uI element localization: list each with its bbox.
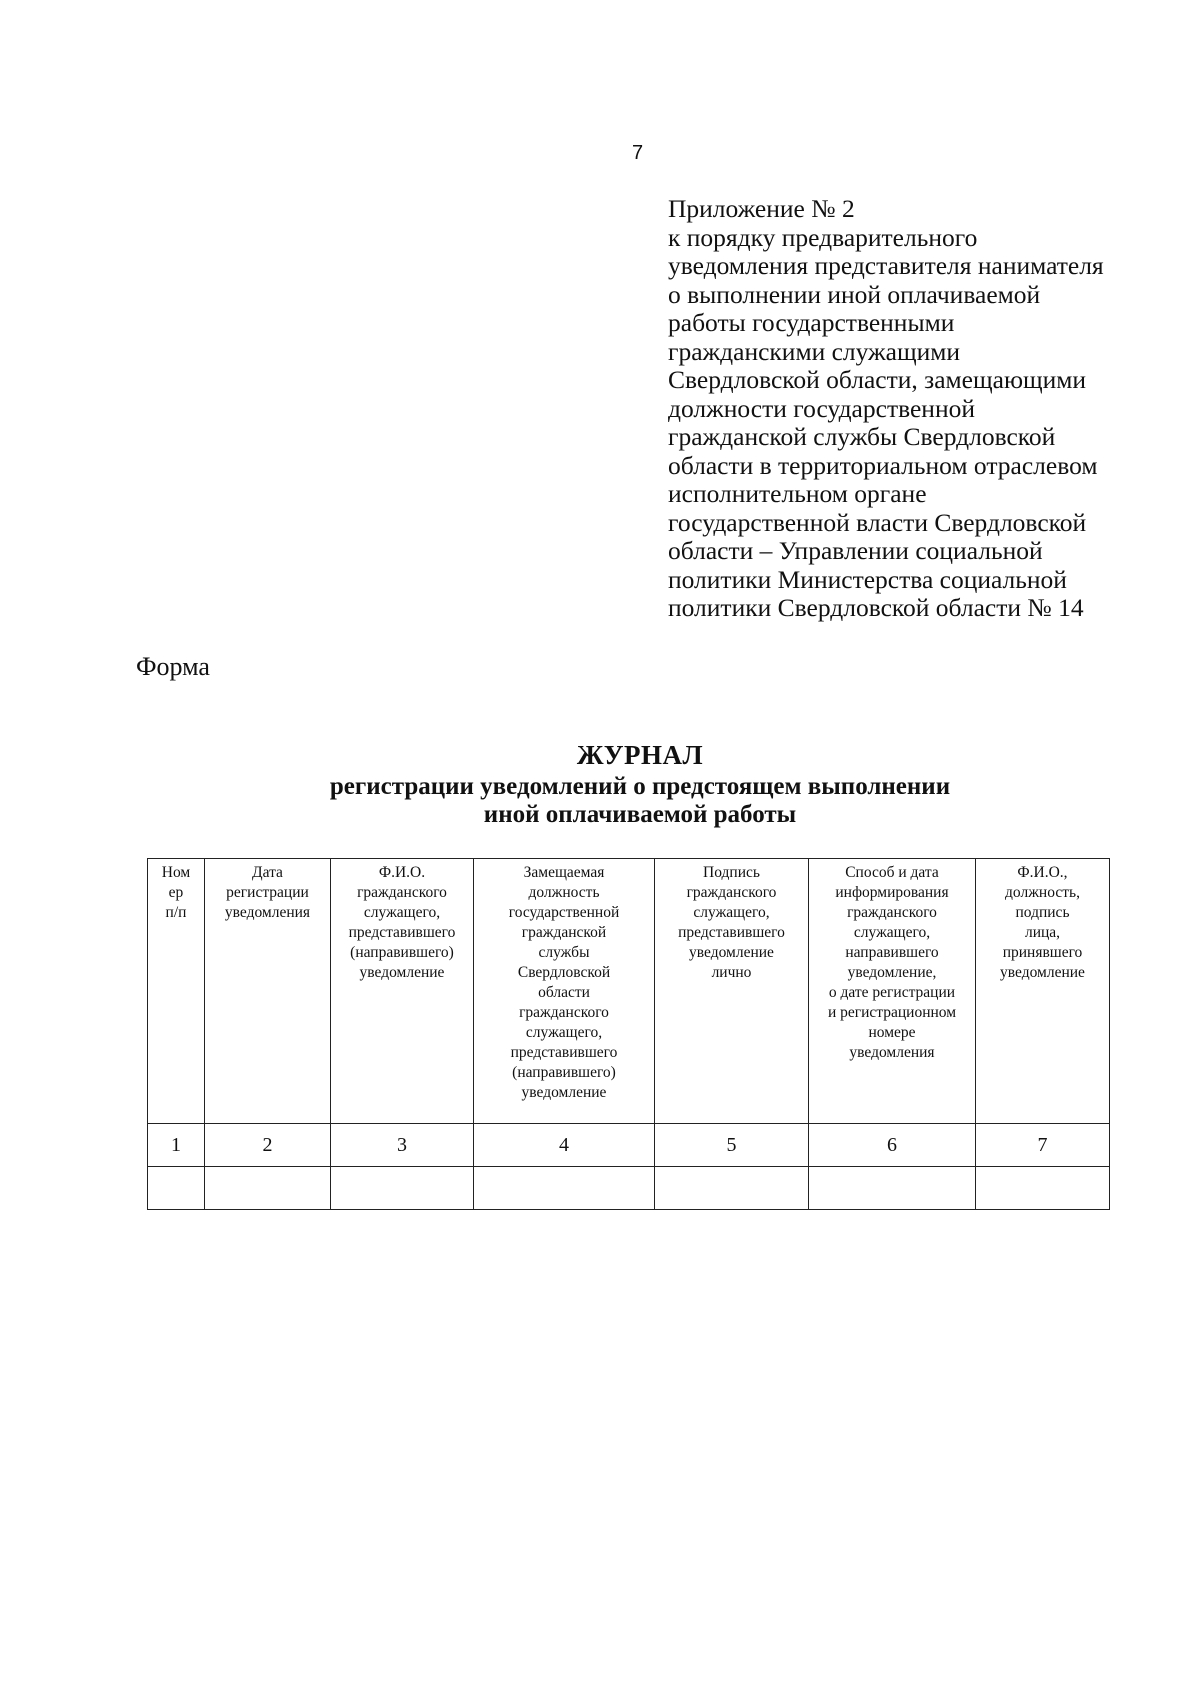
column-number-cell: 6	[809, 1124, 976, 1167]
table-header-row	[148, 859, 1110, 1124]
appendix-line: к порядку предварительного	[668, 222, 978, 252]
header-line: Способ и дата	[845, 864, 939, 881]
journal-subtitle-line: регистрации уведомлений о предстоящем выполнении	[329, 773, 951, 800]
header-line: номере	[868, 1024, 916, 1041]
header-line: представившего	[678, 924, 785, 941]
header-line: гражданской	[521, 924, 607, 941]
header-cell-receiver	[976, 859, 1110, 1124]
empty-cell	[205, 1167, 331, 1210]
header-line: должность	[528, 884, 600, 901]
table-number-row	[148, 1124, 1110, 1167]
header-line: уведомление	[521, 1084, 607, 1101]
column-number-cell: 5	[655, 1124, 809, 1167]
journal-subtitle	[150, 773, 1130, 829]
column-number-cell: 2	[205, 1124, 331, 1167]
appendix-line: должности государственной	[668, 393, 975, 423]
header-line: уведомление	[1000, 964, 1085, 981]
appendix-line: политики Министерства социальной	[668, 564, 1067, 594]
appendix-block	[668, 195, 1168, 623]
header-line: лично	[711, 964, 752, 981]
empty-cell	[148, 1167, 205, 1210]
header-line: области	[538, 984, 590, 1001]
appendix-line: исполнительном органе	[668, 479, 927, 508]
header-line: уведомление,	[847, 964, 937, 981]
column-number-cell: 7	[976, 1124, 1110, 1167]
header-line: уведомление	[359, 964, 445, 981]
appendix-line: гражданскими служащими	[668, 336, 961, 366]
header-line: Свердловской	[517, 964, 611, 981]
header-cell-servant-name	[331, 859, 474, 1124]
journal-table	[147, 858, 1110, 1210]
header-line: Дата	[252, 864, 283, 881]
empty-cell	[474, 1167, 655, 1210]
header-line: службы	[538, 944, 590, 961]
header-line: гражданского	[519, 1004, 609, 1021]
journal-title: ЖУРНАЛ	[576, 740, 704, 770]
appendix-line: уведомления представителя нанимателя	[668, 251, 1104, 280]
empty-cell	[809, 1167, 976, 1210]
header-line: гражданского	[686, 884, 777, 901]
header-line: служащего,	[363, 904, 441, 921]
header-line: лица,	[1024, 924, 1061, 941]
header-line: о дате регистрации	[828, 984, 956, 1001]
appendix-line: Приложение № 2	[668, 194, 855, 223]
form-label: Форма	[136, 652, 210, 681]
header-line: и регистрационном	[827, 1004, 957, 1021]
header-line: подпись	[1015, 904, 1070, 921]
appendix-line: политики Свердловской области № 14	[668, 593, 1084, 622]
journal-subtitle-line: иной оплачиваемой работы	[483, 801, 797, 828]
appendix-line: Свердловской области, замещающими	[668, 365, 1087, 394]
header-line: должность,	[1005, 884, 1080, 901]
header-line: представившего	[348, 924, 456, 941]
header-line: регистрации	[226, 884, 309, 901]
header-line: уведомления	[224, 904, 311, 921]
page-number: 7	[632, 142, 644, 164]
header-line: Замещаемая	[523, 864, 605, 881]
header-line: принявшего	[1002, 944, 1083, 961]
header-cell-position	[474, 859, 655, 1124]
header-line: Подпись	[703, 864, 760, 881]
header-line: Ф.И.О.	[378, 864, 426, 881]
appendix-line: о выполнении иной оплачиваемой	[668, 279, 1041, 309]
header-cell-signature	[655, 859, 809, 1124]
header-cell-number	[148, 859, 205, 1124]
header-line: (направившего)	[512, 1064, 616, 1081]
header-line: служащего,	[853, 924, 931, 941]
header-cell-informing-method	[809, 859, 976, 1124]
appendix-line: области – Управлении социальной	[668, 536, 1043, 565]
header-line: государственной	[508, 904, 620, 921]
appendix-line: области в территориальном отраслевом	[668, 450, 1098, 480]
appendix-line: работы государственными	[668, 308, 955, 337]
header-line: служащего,	[525, 1024, 603, 1041]
empty-cell	[331, 1167, 474, 1210]
empty-cell	[655, 1167, 809, 1210]
header-line: представившего	[510, 1044, 618, 1061]
header-line: (направившего)	[350, 944, 454, 961]
column-number-cell: 4	[474, 1124, 655, 1167]
header-line: уведомления	[849, 1044, 935, 1061]
table-empty-row	[148, 1167, 1110, 1210]
empty-cell	[976, 1167, 1110, 1210]
column-number-cell: 1	[148, 1124, 205, 1167]
header-line: служащего,	[693, 904, 770, 921]
column-number-cell: 3	[331, 1124, 474, 1167]
header-line: Ном	[161, 864, 191, 881]
header-cell-registration-date	[205, 859, 331, 1124]
header-line: уведомление	[689, 944, 774, 961]
appendix-line: гражданской службы Свердловской	[668, 422, 1056, 451]
header-line: гражданского	[847, 904, 937, 921]
header-line: ер	[168, 884, 184, 901]
header-line: п/п	[165, 904, 187, 921]
header-line: направившего	[845, 944, 939, 961]
header-line: Ф.И.О.,	[1017, 864, 1068, 881]
appendix-line: государственной власти Свердловской	[668, 507, 1087, 537]
header-line: гражданского	[357, 884, 447, 901]
header-line: информирования	[835, 884, 949, 901]
